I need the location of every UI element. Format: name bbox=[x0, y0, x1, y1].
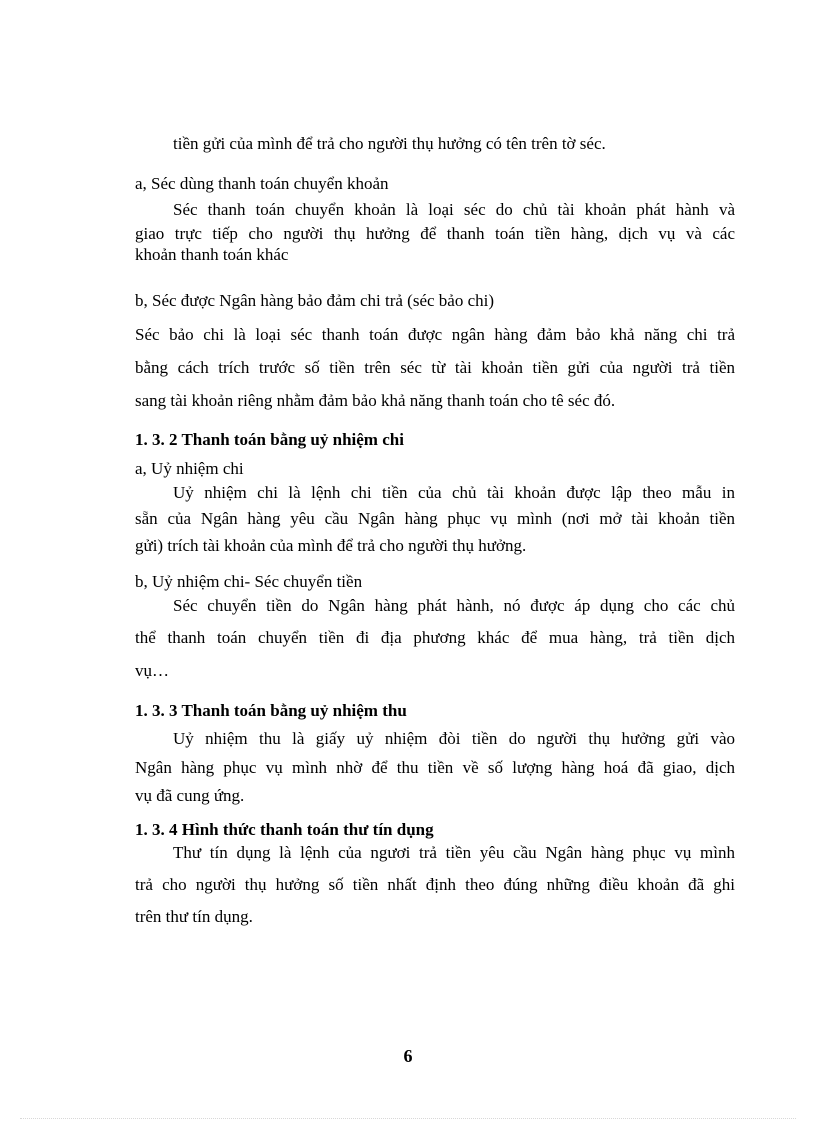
paragraph-line: Ngân hàng phục vụ mình nhờ để thu tiền về số lượng hàng hoá đã giao, dịch bbox=[135, 758, 735, 777]
paragraph-line: bằng cách trích trước số tiền trên séc từ tài khoản tiền gửi của người trả tiền bbox=[135, 358, 735, 377]
paragraph-line: thể thanh toán chuyển tiền đi địa phương khác để mua hàng, trả tiền dịch bbox=[135, 628, 735, 647]
paragraph-line: Séc bảo chi là loại séc thanh toán được ngân hàng đảm bảo khả năng chi trả bbox=[135, 325, 735, 344]
subheading-payment-order: a, Uỷ nhiệm chi bbox=[135, 459, 244, 478]
subheading-cheque-transfer: a, Séc dùng thanh toán chuyển khoản bbox=[135, 174, 389, 193]
subheading-certified-cheque: b, Séc được Ngân hàng bảo đảm chi trả (séc bảo chi) bbox=[135, 291, 495, 310]
section-heading-1-3-3: 1. 3. 3 Thanh toán bằng uỷ nhiệm thu bbox=[135, 701, 407, 720]
page-bottom-divider bbox=[20, 1118, 796, 1119]
paragraph-line: khoản thanh toán khác bbox=[135, 245, 289, 264]
paragraph-line: trả cho người thụ hưởng số tiền nhất định theo đúng những điều khoản đã ghi bbox=[135, 875, 735, 894]
paragraph-line: giao trực tiếp cho người thụ hưởng để thanh toán tiền hàng, dịch vụ và các bbox=[135, 224, 735, 243]
paragraph-line: sang tài khoản riêng nhằm đảm bảo khả năng thanh toán cho tê séc đó. bbox=[135, 391, 616, 410]
paragraph-line: trên thư tín dụng. bbox=[135, 907, 253, 926]
paragraph-line: vụ… bbox=[135, 661, 169, 680]
paragraph-line: Séc chuyển tiền do Ngân hàng phát hành, nó được áp dụng cho các chủ bbox=[173, 596, 735, 615]
paragraph-line: Séc thanh toán chuyển khoản là loại séc do chủ tài khoản phát hành và bbox=[173, 200, 735, 219]
paragraph-line: Thư tín dụng là lệnh của ngươi trả tiền yêu cầu Ngân hàng phục vụ mình bbox=[173, 843, 735, 862]
page-number: 6 bbox=[403, 1046, 413, 1066]
section-heading-1-3-2: 1. 3. 2 Thanh toán bằng uỷ nhiệm chi bbox=[135, 430, 404, 449]
paragraph-line: sẵn của Ngân hàng yêu cầu Ngân hàng phục vụ mình (nơi mở tài khoản tiền bbox=[135, 509, 735, 528]
subheading-transfer-cheque: b, Uỷ nhiệm chi- Séc chuyển tiền bbox=[135, 572, 363, 591]
paragraph-line: tiền gửi của mình để trả cho người thụ hưởng có tên trên tờ séc. bbox=[173, 134, 606, 153]
paragraph-line: Uỷ nhiệm thu là giấy uỷ nhiệm đòi tiền do người thụ hưởng gửi vào bbox=[173, 729, 735, 748]
paragraph-line: Uỷ nhiệm chi là lệnh chi tiền của chủ tài khoản được lập theo mẫu in bbox=[173, 483, 735, 502]
paragraph-line: vụ đã cung ứng. bbox=[135, 786, 245, 805]
paragraph-line: gửi) trích tài khoản của mình để trả cho người thụ hưởng. bbox=[135, 536, 527, 555]
section-heading-1-3-4: 1. 3. 4 Hình thức thanh toán thư tín dụng bbox=[135, 820, 434, 839]
